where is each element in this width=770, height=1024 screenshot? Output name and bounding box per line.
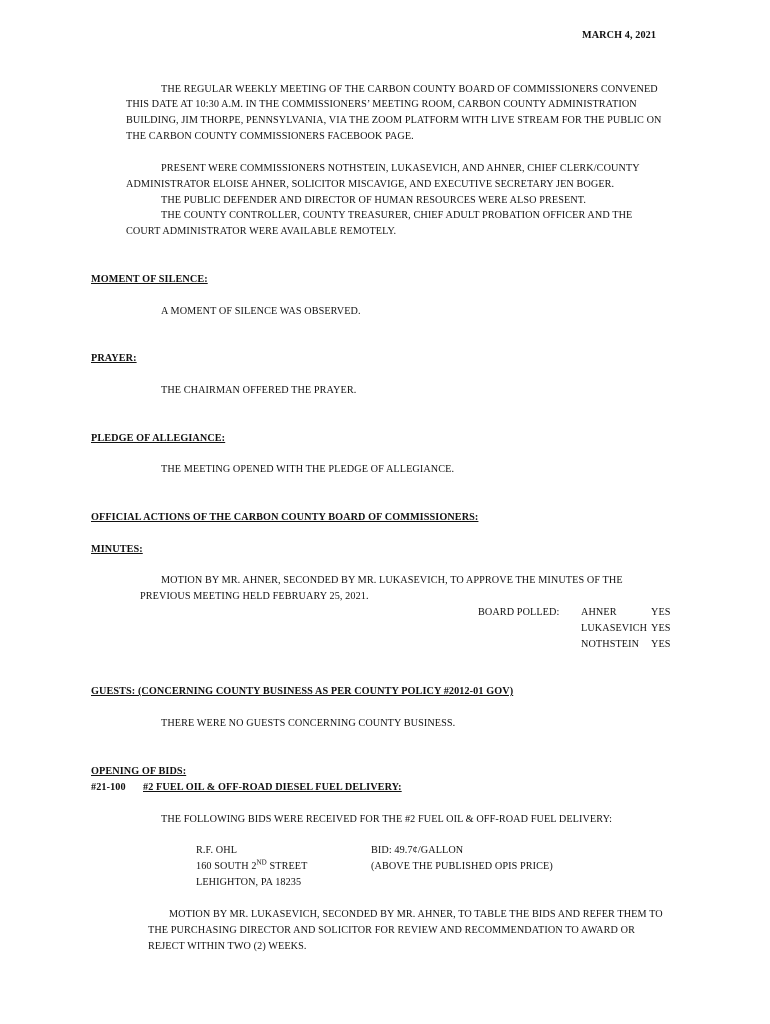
vote-name-lukasevich: LUKASEVICH [581, 623, 648, 634]
intro-line-1: THE REGULAR WEEKLY MEETING OF THE CARBON COUNTY BOARD OF COMMISSIONERS CONVENED [161, 84, 658, 95]
bidder-name: R.F. OHL [196, 845, 238, 856]
prayer-text: THE CHAIRMAN OFFERED THE PRAYER. [161, 385, 357, 396]
board-polled-label: BOARD POLLED: [478, 607, 560, 618]
prayer-heading: PRAYER: [91, 353, 137, 364]
bids-motion-line-1: MOTION BY MR. LUKASEVICH, SECONDED BY MR. AHNER, TO TABLE THE BIDS AND REFER THEM TO [169, 909, 663, 920]
vote-name-ahner: AHNER [581, 607, 617, 618]
bidder-street: 160 SOUTH 2ND STREET [196, 858, 308, 872]
vote-value-ahner: YES [651, 607, 671, 618]
minutes-heading: MINUTES: [91, 544, 143, 555]
bids-motion-line-2: THE PURCHASING DIRECTOR AND SOLICITOR FOR REVIEW AND RECOMMENDATION TO AWARD OR [148, 925, 635, 936]
pledge-heading: PLEDGE OF ALLEGIANCE: [91, 433, 226, 444]
present-line-5: COURT ADMINISTRATOR WERE AVAILABLE REMOTELY. [126, 226, 397, 237]
intro-line-4: THE CARBON COUNTY COMMISSIONERS FACEBOOK PAGE. [126, 131, 414, 142]
bids-heading: OPENING OF BIDS: [91, 766, 187, 777]
present-line-1: PRESENT WERE COMMISSIONERS NOTHSTEIN, LUKASEVICH, AND AHNER, CHIEF CLERK/COUNTY [161, 163, 640, 174]
vote-value-lukasevich: YES [651, 623, 671, 634]
silence-heading: MOMENT OF SILENCE: [91, 274, 208, 285]
guests-heading: GUESTS: (CONCERNING COUNTY BUSINESS AS PER COUNTY POLICY #2012-01 GOV) [91, 686, 514, 697]
present-line-2: ADMINISTRATOR ELOISE AHNER, SOLICITOR MISCAVIGE, AND EXECUTIVE SECRETARY JEN BOGER. [126, 179, 615, 190]
intro-line-2: THIS DATE AT 10:30 A.M. IN THE COMMISSIONERS’ MEETING ROOM, CARBON COUNTY ADMINISTRATION [126, 99, 637, 110]
vote-value-nothstein: YES [651, 639, 671, 650]
document-date: MARCH 4, 2021 [582, 30, 657, 41]
bids-intro: THE FOLLOWING BIDS WERE RECEIVED FOR THE #2 FUEL OIL & OFF-ROAD FUEL DELIVERY: [161, 814, 613, 825]
present-line-4: THE COUNTY CONTROLLER, COUNTY TREASURER, CHIEF ADULT PROBATION OFFICER AND THE [161, 210, 633, 221]
silence-text: A MOMENT OF SILENCE WAS OBSERVED. [161, 306, 361, 317]
guests-text: THERE WERE NO GUESTS CONCERNING COUNTY BUSINESS. [161, 718, 456, 729]
minutes-line-1: MOTION BY MR. AHNER, SECONDED BY MR. LUKASEVICH, TO APPROVE THE MINUTES OF THE [161, 575, 623, 586]
pledge-text: THE MEETING OPENED WITH THE PLEDGE OF ALLEGIANCE. [161, 464, 455, 475]
bidder-city: LEHIGHTON, PA 18235 [196, 877, 302, 888]
bids-motion-line-3: REJECT WITHIN TWO (2) WEEKS. [148, 941, 307, 952]
intro-line-3: BUILDING, JIM THORPE, PENNSYLVANIA, VIA THE ZOOM PLATFORM WITH LIVE STREAM FOR THE PUBLIC ON [126, 115, 662, 126]
official-actions-heading: OFFICIAL ACTIONS OF THE CARBON COUNTY BOARD OF COMMISSIONERS: [91, 512, 479, 523]
present-line-3: THE PUBLIC DEFENDER AND DIRECTOR OF HUMAN RESOURCES WERE ALSO PRESENT. [161, 195, 587, 206]
vote-name-nothstein: NOTHSTEIN [581, 639, 640, 650]
bid-note: (ABOVE THE PUBLISHED OPIS PRICE) [371, 861, 553, 872]
bid-title: #2 FUEL OIL & OFF-ROAD DIESEL FUEL DELIVERY: [143, 782, 402, 793]
minutes-line-2: PREVIOUS MEETING HELD FEBRUARY 25, 2021. [140, 591, 369, 602]
bid-amount: BID: 49.7¢/GALLON [371, 845, 464, 856]
bid-number: #21-100 [91, 782, 126, 793]
